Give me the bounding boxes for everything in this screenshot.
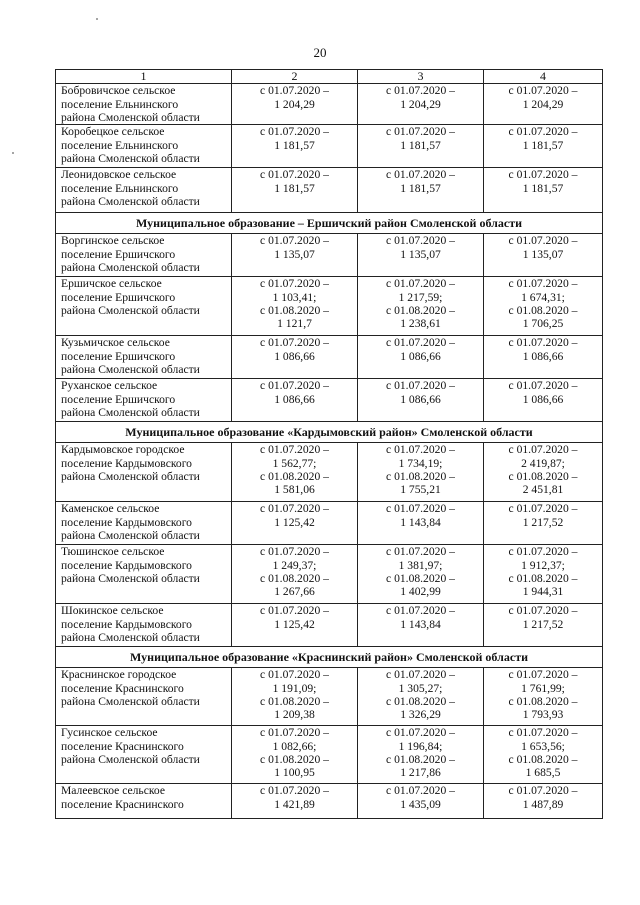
- tariff-cell-col4: [484, 545, 603, 604]
- settlement-name-line: района Смоленской области: [61, 303, 200, 317]
- settlement-name-cell: [56, 545, 232, 604]
- tariff-line: 1 204,29: [522, 97, 564, 111]
- tariff-cell-col3: [358, 125, 484, 168]
- settlement-name-cell: [56, 502, 232, 545]
- tariff-cell-col4: [484, 379, 603, 422]
- tariff-line: с 01.08.2020 –: [386, 571, 455, 585]
- tariff-cell-col4: [484, 277, 603, 336]
- tariff-cell-col2: [232, 277, 358, 336]
- table-row: [56, 234, 603, 277]
- settlement-name-line: района Смоленской области: [61, 362, 200, 376]
- settlement-name-line: района Смоленской области: [61, 694, 200, 708]
- tariff-line: 1 103,41;: [272, 290, 317, 304]
- tariff-line: 1 674,31;: [521, 290, 565, 304]
- tariff-cell-col2: [232, 502, 358, 545]
- tariff-cell-col2: [232, 125, 358, 168]
- tariff-line: 1 209,38: [274, 708, 315, 722]
- tariff-cell-col3: [358, 668, 484, 726]
- tariff-line: 1 191,09;: [272, 681, 317, 695]
- tariff-line: с 01.08.2020 –: [508, 469, 578, 483]
- tariff-line: 1 086,66: [274, 349, 315, 363]
- tariff-cell-col4: [484, 168, 603, 213]
- tariff-cell-col3: [358, 545, 484, 604]
- table-row: [56, 545, 603, 604]
- table-row: [56, 379, 603, 422]
- tariff-line: 1 912,37;: [521, 558, 565, 572]
- tariff-cell-col2: [232, 545, 358, 604]
- tariff-cell-col3: [358, 502, 484, 545]
- settlement-name-line: района Смоленской области: [61, 151, 200, 165]
- settlement-name-line: поселение Ершичского: [61, 247, 176, 261]
- page-number: 20: [313, 45, 327, 60]
- column-number: 2: [232, 70, 358, 84]
- tariff-cell-col3: [358, 726, 484, 784]
- table-row: [56, 84, 603, 125]
- settlement-name-line: поселение Кардымовского: [61, 456, 192, 470]
- tariff-cell-col3: [358, 336, 484, 379]
- tariff-line: 1 181,57: [400, 138, 441, 152]
- tariff-cell-col2: [232, 336, 358, 379]
- settlement-name-line: поселение Ершичского: [61, 392, 176, 406]
- section-header-row: [56, 213, 603, 234]
- tariff-cell-col4: [484, 726, 603, 784]
- section-title: Муниципальное образование «Краснинский район» Смоленской области: [56, 647, 603, 668]
- tariff-line: с 01.08.2020 –: [386, 694, 455, 708]
- tariff-line: с 01.07.2020 –: [386, 545, 455, 559]
- tariff-cell-col2: [232, 168, 358, 213]
- tariff-cell-col2: [232, 443, 358, 502]
- tariff-cell-col4: [484, 784, 603, 819]
- tariff-cell-col3: [358, 84, 484, 125]
- tariff-line: 1 181,57: [522, 181, 564, 195]
- settlement-name-cell: [56, 336, 232, 379]
- tariff-line: с 01.08.2020 –: [508, 752, 578, 766]
- settlement-name-line: Тюшинское сельское: [61, 545, 165, 559]
- tariff-line: с 01.07.2020 –: [508, 125, 578, 139]
- tariff-line: с 01.07.2020 –: [386, 168, 455, 182]
- table-row: [56, 277, 603, 336]
- tariff-line: с 01.07.2020 –: [386, 277, 455, 291]
- tariff-line: с 01.07.2020 –: [260, 726, 329, 740]
- tariff-line: 1 181,57: [274, 181, 315, 195]
- tariff-line: с 01.07.2020 –: [508, 726, 578, 740]
- settlement-name-cell: [56, 84, 232, 125]
- tariff-line: 2 451,81: [522, 483, 564, 497]
- section-header-row: [56, 422, 603, 443]
- tariff-line: с 01.08.2020 –: [260, 571, 329, 585]
- tariff-cell-col3: [358, 234, 484, 277]
- tariff-line: 1 100,95: [274, 766, 315, 780]
- settlement-name-line: района Смоленской области: [61, 630, 200, 644]
- tariff-line: 1 196,84;: [398, 739, 443, 753]
- tariff-cell-col4: [484, 125, 603, 168]
- tariff-line: 1 326,29: [400, 708, 441, 722]
- settlement-name-cell: [56, 726, 232, 784]
- settlement-name-cell: [56, 125, 232, 168]
- tariff-line: с 01.08.2020 –: [386, 469, 455, 483]
- tariff-line: с 01.07.2020 –: [386, 234, 455, 248]
- tariff-line: с 01.08.2020 –: [260, 303, 329, 317]
- tariff-cell-col4: [484, 336, 603, 379]
- tariff-cell-col3: [358, 277, 484, 336]
- tariff-line: с 01.08.2020 –: [386, 303, 455, 317]
- tariff-line: с 01.08.2020 –: [260, 752, 329, 766]
- settlement-name-line: Леонидовское сельское: [61, 168, 177, 182]
- tariff-line: с 01.08.2020 –: [260, 694, 329, 708]
- settlement-name-line: района Смоленской области: [61, 571, 200, 585]
- tariff-line: с 01.08.2020 –: [508, 694, 578, 708]
- tariff-line: 1 086,66: [400, 349, 441, 363]
- tariff-line: 1 685,5: [525, 766, 561, 780]
- settlement-name-line: Каменское сельское: [61, 502, 160, 516]
- tariff-cell-col2: [232, 726, 358, 784]
- tariff-cell-col2: [232, 379, 358, 422]
- settlement-name-line: Коробецкое сельское: [61, 125, 165, 139]
- tariff-line: с 01.07.2020 –: [508, 784, 578, 798]
- settlement-name-cell: [56, 604, 232, 647]
- settlement-name-line: района Смоленской области: [61, 752, 200, 766]
- section-header-row: [56, 647, 603, 668]
- tariff-line: с 01.07.2020 –: [260, 84, 329, 98]
- tariff-line: 1 125,42: [274, 617, 315, 631]
- tariff-line: с 01.08.2020 –: [508, 303, 578, 317]
- tariff-line: 1 217,52: [522, 515, 564, 529]
- tariff-line: с 01.07.2020 –: [260, 277, 329, 291]
- tariff-cell-col2: [232, 784, 358, 819]
- settlement-name-line: района Смоленской области: [61, 405, 200, 419]
- tariff-line: с 01.08.2020 –: [260, 469, 329, 483]
- settlement-name-cell: [56, 379, 232, 422]
- tariff-line: 1 204,29: [400, 97, 441, 111]
- settlement-name-line: поселение Краснинского: [61, 681, 184, 695]
- tariff-line: с 01.07.2020 –: [260, 502, 329, 516]
- tariff-line: с 01.07.2020 –: [386, 336, 455, 350]
- tariff-cell-col2: [232, 84, 358, 125]
- tariff-line: 1 734,19;: [398, 456, 443, 470]
- tariff-cell-col3: [358, 443, 484, 502]
- tariff-line: 1 204,29: [274, 97, 315, 111]
- tariff-line: 1 217,52: [522, 617, 564, 631]
- tariff-line: 1 793,93: [522, 708, 564, 722]
- settlement-name-cell: [56, 784, 232, 819]
- tariff-line: с 01.07.2020 –: [508, 604, 578, 618]
- settlement-name-line: поселение Кардымовского: [61, 515, 192, 529]
- table-row: [56, 125, 603, 168]
- tariff-line: 1 755,21: [400, 483, 441, 497]
- settlement-name-line: района Смоленской области: [61, 194, 200, 208]
- tariff-line: 2 419,87;: [521, 456, 565, 470]
- table-row: [56, 668, 603, 726]
- settlement-name-line: Кузьмичское сельское: [61, 336, 170, 350]
- tariff-line: с 01.07.2020 –: [508, 443, 578, 457]
- tariff-line: с 01.07.2020 –: [260, 379, 329, 393]
- settlement-name-line: поселение Краснинского: [61, 797, 184, 811]
- tariff-line: с 01.07.2020 –: [508, 168, 578, 182]
- tariff-line: 1 143,84: [400, 617, 441, 631]
- tariff-line: с 01.07.2020 –: [508, 277, 578, 291]
- tariff-line: с 01.07.2020 –: [386, 784, 455, 798]
- settlement-name-line: Воргинское сельское: [61, 234, 165, 248]
- tariff-cell-col2: [232, 234, 358, 277]
- tariff-line: 1 135,07: [522, 247, 564, 261]
- tariff-line: 1 249,37;: [272, 558, 317, 572]
- tariff-cell-col4: [484, 668, 603, 726]
- tariff-cell-col3: [358, 604, 484, 647]
- tariff-line: 1 086,66: [274, 392, 315, 406]
- tariff-line: 1 581,06: [274, 483, 315, 497]
- tariff-line: 1 653,56;: [521, 739, 565, 753]
- settlement-name-cell: [56, 234, 232, 277]
- table-row: [56, 443, 603, 502]
- tariff-line: с 01.07.2020 –: [260, 545, 329, 559]
- column-number-row: [56, 70, 603, 84]
- settlement-name-line: поселение Кардымовского: [61, 617, 192, 631]
- table-row: [56, 604, 603, 647]
- tariff-cell-col3: [358, 168, 484, 213]
- settlement-name-line: района Смоленской области: [61, 469, 200, 483]
- tariff-cell-col2: [232, 604, 358, 647]
- settlement-name-line: поселение Краснинского: [61, 739, 184, 753]
- tariff-cell-col2: [232, 668, 358, 726]
- tariff-line: 1 238,61: [400, 317, 441, 331]
- tariff-line: с 01.07.2020 –: [386, 502, 455, 516]
- tariff-line: 1 181,57: [274, 138, 315, 152]
- settlement-name-cell: [56, 168, 232, 213]
- tariff-line: 1 181,57: [522, 138, 564, 152]
- tariff-line: 1 435,09: [400, 797, 441, 811]
- settlement-name-line: поселение Ершичского: [61, 290, 176, 304]
- tariff-cell-col4: [484, 234, 603, 277]
- settlement-name-line: Кардымовское городское: [61, 443, 185, 457]
- tariff-line: 1 402,99: [400, 585, 441, 599]
- tariff-line: с 01.07.2020 –: [260, 668, 329, 682]
- settlement-name-line: района Смоленской области: [61, 260, 200, 274]
- tariff-cell-col4: [484, 604, 603, 647]
- section-title: Муниципальное образование – Ершичский район Смоленской области: [56, 213, 603, 234]
- tariff-line: 1 135,07: [400, 247, 441, 261]
- tariff-line: 1 217,59;: [398, 290, 443, 304]
- tariff-line: с 01.07.2020 –: [508, 545, 578, 559]
- tariff-line: 1 305,27;: [398, 681, 443, 695]
- tariff-line: с 01.07.2020 –: [386, 604, 455, 618]
- tariff-line: с 01.07.2020 –: [260, 234, 329, 248]
- tariff-line: с 01.07.2020 –: [386, 379, 455, 393]
- tariff-line: с 01.07.2020 –: [386, 84, 455, 98]
- settlement-name-line: поселение Ельнинского: [61, 181, 179, 195]
- settlement-name-line: поселение Кардымовского: [61, 558, 192, 572]
- tariff-cell-col3: [358, 379, 484, 422]
- tariff-cell-col4: [484, 502, 603, 545]
- tariff-line: с 01.07.2020 –: [260, 336, 329, 350]
- settlement-name-cell: [56, 668, 232, 726]
- tariff-line: с 01.07.2020 –: [260, 125, 329, 139]
- settlement-name-line: Руханское сельское: [61, 379, 158, 393]
- settlement-name-line: поселение Ершичского: [61, 349, 176, 363]
- tariff-line: 1 562,77;: [272, 456, 317, 470]
- tariff-line: 1 125,42: [274, 515, 315, 529]
- tariff-line: 1 086,66: [400, 392, 441, 406]
- tariff-cell-col3: [358, 784, 484, 819]
- tariff-line: с 01.07.2020 –: [508, 502, 578, 516]
- tariff-line: с 01.07.2020 –: [386, 125, 455, 139]
- settlement-name-line: района Смоленской области: [61, 110, 200, 124]
- tariff-line: с 01.07.2020 –: [508, 379, 578, 393]
- settlement-name-line: Ершичское сельское: [61, 277, 162, 291]
- tariff-cell-col4: [484, 443, 603, 502]
- tariff-line: 1 761,99;: [521, 681, 565, 695]
- settlement-name-cell: [56, 443, 232, 502]
- settlement-name-line: района Смоленской области: [61, 528, 200, 542]
- table-row: [56, 502, 603, 545]
- tariff-line: с 01.07.2020 –: [260, 443, 329, 457]
- column-number: 4: [484, 70, 603, 84]
- scan-dot: [12, 152, 14, 154]
- settlement-name-line: Краснинское городское: [61, 668, 177, 682]
- settlement-name-cell: [56, 277, 232, 336]
- table-row: [56, 726, 603, 784]
- tariff-cell-col4: [484, 84, 603, 125]
- tariff-line: 1 082,66;: [272, 739, 317, 753]
- section-title: Муниципальное образование «Кардымовский район» Смоленской области: [56, 422, 603, 443]
- scan-dot: [96, 18, 98, 20]
- tariff-line: 1 267,66: [274, 585, 315, 599]
- tariff-line: 1 143,84: [400, 515, 441, 529]
- tariff-line: 1 086,66: [522, 392, 564, 406]
- tariff-line: с 01.07.2020 –: [508, 84, 578, 98]
- tariff-line: 1 944,31: [522, 585, 564, 599]
- settlement-name-line: поселение Ельнинского: [61, 138, 179, 152]
- table-row: [56, 784, 603, 819]
- settlement-name-line: Шокинское сельское: [61, 604, 164, 618]
- tariff-line: 1 706,25: [522, 317, 564, 331]
- column-number: 3: [358, 70, 484, 84]
- tariff-line: с 01.08.2020 –: [386, 752, 455, 766]
- tariff-line: 1 487,89: [522, 797, 564, 811]
- tariff-line: с 01.07.2020 –: [508, 336, 578, 350]
- settlement-name-line: Бобровичское сельское: [61, 84, 176, 98]
- tariff-line: 1 421,89: [274, 797, 315, 811]
- settlement-name-line: Гусинское сельское: [61, 726, 158, 740]
- tariff-line: 1 086,66: [522, 349, 564, 363]
- tariff-line: 1 381,97;: [398, 558, 443, 572]
- tariff-table-body: [56, 70, 603, 819]
- tariff-line: с 01.08.2020 –: [508, 571, 578, 585]
- settlement-name-line: поселение Ельнинского: [61, 97, 179, 111]
- tariff-line: 1 121,7: [277, 317, 312, 331]
- tariff-line: с 01.07.2020 –: [386, 443, 455, 457]
- tariff-line: с 01.07.2020 –: [386, 668, 455, 682]
- tariff-line: 1 135,07: [274, 247, 315, 261]
- column-number: 1: [56, 70, 232, 84]
- table-row: [56, 168, 603, 213]
- tariff-line: с 01.07.2020 –: [508, 668, 578, 682]
- table-row: [56, 336, 603, 379]
- tariff-line: с 01.07.2020 –: [260, 604, 329, 618]
- tariff-line: 1 181,57: [400, 181, 441, 195]
- tariff-table: [55, 69, 603, 819]
- tariff-line: с 01.07.2020 –: [508, 234, 578, 248]
- settlement-name-line: Малеевское сельское: [61, 784, 165, 798]
- tariff-line: с 01.07.2020 –: [386, 726, 455, 740]
- tariff-line: с 01.07.2020 –: [260, 168, 329, 182]
- tariff-line: 1 217,86: [400, 766, 441, 780]
- tariff-line: с 01.07.2020 –: [260, 784, 329, 798]
